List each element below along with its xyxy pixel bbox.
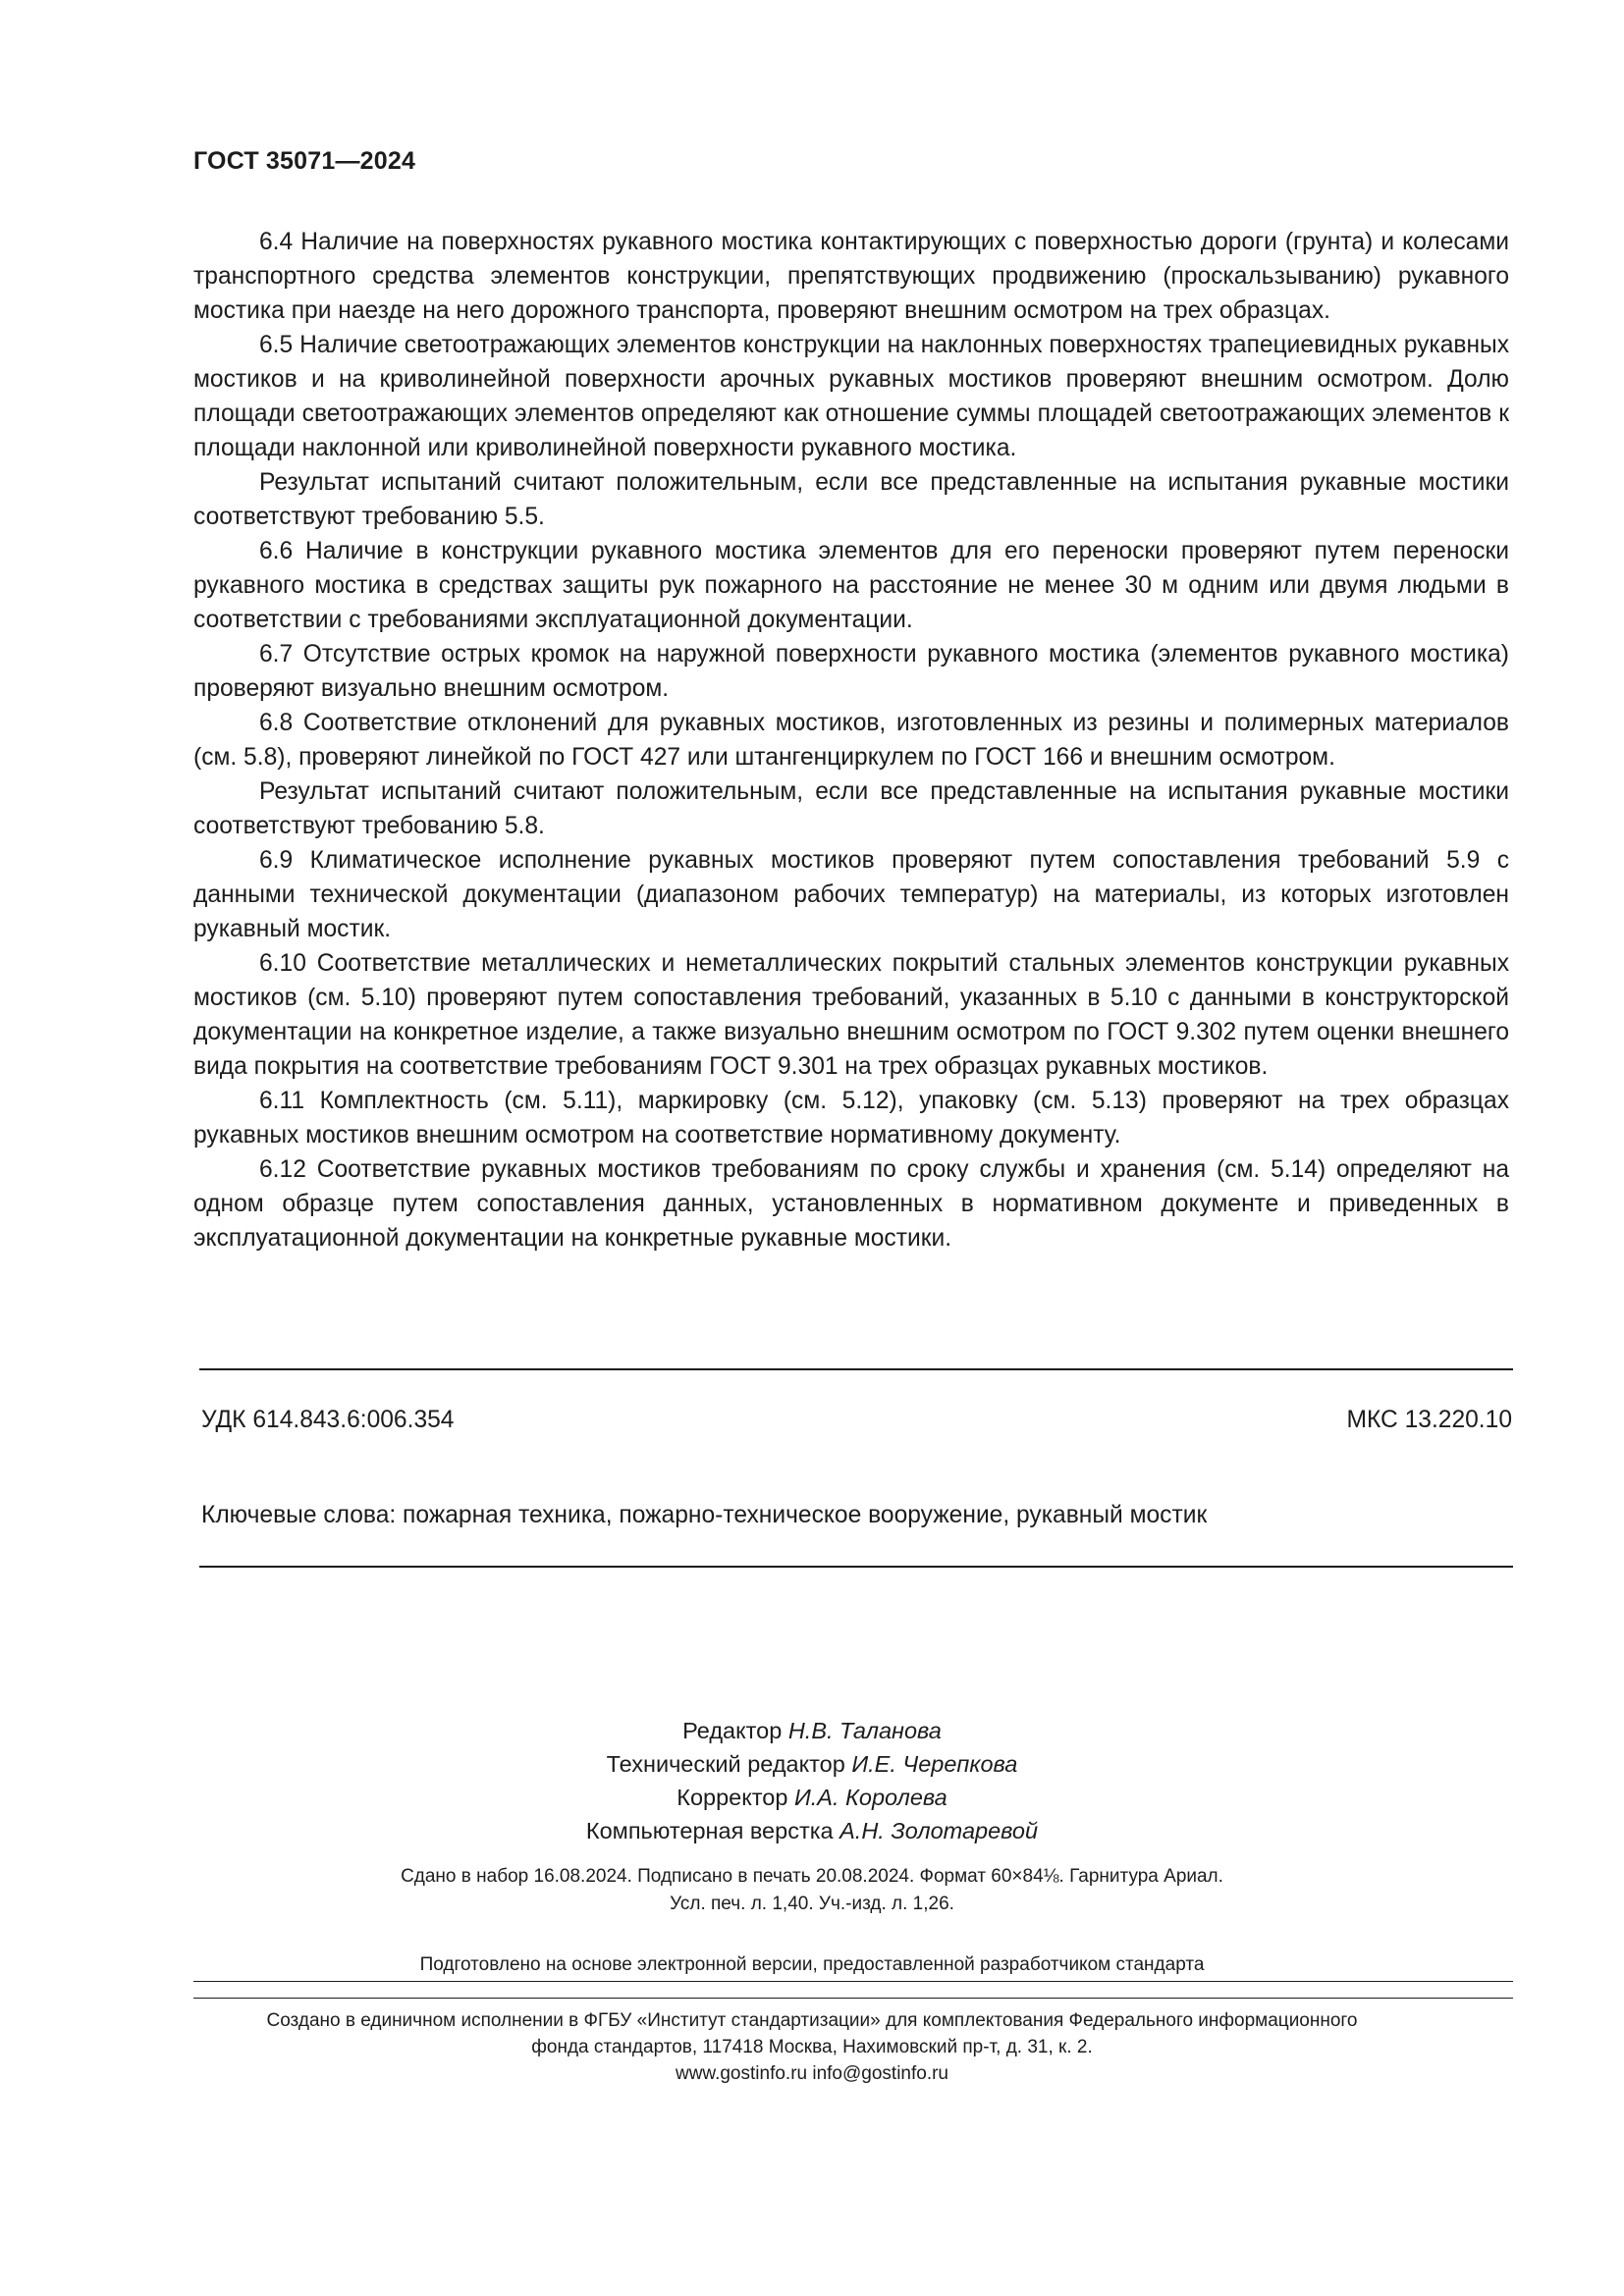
publisher-line: Создано в единичном исполнении в ФГБУ «Институт стандартизации» для комплектования Федерального информационного: [266, 2010, 1358, 2031]
credit-role: Компьютерная верстка: [585, 1818, 834, 1843]
footer-divider: [193, 1981, 1513, 1982]
imprint-line: Сдано в набор 16.08.2024. Подписано в печать 20.08.2024. Формат 60×84⅛. Гарнитура Ариал.: [401, 1866, 1223, 1887]
credit-name: А.Н. Золотаревой: [839, 1818, 1039, 1843]
publisher-info: [0, 2007, 1624, 2087]
credit-name: Н.В. Таланова: [787, 1718, 942, 1743]
publisher-links: www.gostinfo.ru info@gostinfo.ru: [675, 2063, 949, 2084]
credit-name: И.А. Королева: [793, 1785, 947, 1810]
prepared-note: Подготовлено на основе электронной версии, предоставленной разработчиком стандарта: [419, 1954, 1205, 1975]
paragraph-6-12: 6.12 Соответствие рукавных мостиков требованиям по сроку службы и хранения (см. 5.14) определяют на одном образце путем сопоставления данных, установленных в нормативном документе и приведенных в эксплуатационной документации на конкретные рукавные мостики.: [193, 1156, 1509, 1252]
credit-role: Редактор: [682, 1718, 783, 1743]
publisher-line: фонда стандартов, 117418 Москва, Нахимовский пр-т, д. 31, к. 2.: [531, 2037, 1093, 2057]
paragraph-6-7: 6.7 Отсутствие острых кромок на наружной поверхности рукавного мостика (элементов рукавного мостика) проверяют визуально внешним осмотром.: [193, 641, 1509, 702]
credit-role: Корректор: [677, 1785, 788, 1810]
standard-header: ГОСТ 35071—2024: [193, 147, 416, 175]
credit-name: И.Е. Черепкова: [851, 1751, 1018, 1777]
section-divider-bottom: [199, 1566, 1513, 1568]
credit-row: [0, 1781, 1624, 1814]
print-imprint: [0, 1863, 1624, 1918]
paragraph-6-11: 6.11 Комплектность (см. 5.11), маркировку (см. 5.12), упаковку (см. 5.13) проверяют на трех образцах рукавных мостиков внешним осмотром на соответствие нормативному документу.: [193, 1088, 1509, 1148]
paragraph-6-5: 6.5 Наличие светоотражающих элементов конструкции на наклонных поверхностях трапециевидных рукавных мостиков и на криволинейной поверхности арочных рукавных мостиков проверяют внешним осмотром. Долю площади светоотражающих элементов определяют как отношение суммы площадей светоотражающих элементов к площади наклонной или криволинейной поверхности рукавного мостика.: [193, 332, 1509, 461]
keywords-line: Ключевые слова: пожарная техника, пожарно-техническое вооружение, рукавный мостик: [201, 1502, 1208, 1528]
body-text: [193, 225, 1509, 1255]
footer-divider: [193, 1998, 1513, 1999]
section-divider-top: [199, 1368, 1513, 1370]
imprint-line: Усл. печ. л. 1,40. Уч.-изд. л. 1,26.: [670, 1894, 954, 1914]
paragraph-6-9: 6.9 Климатическое исполнение рукавных мостиков проверяют путем сопоставления требований 5.9 с данными технической документации (диапазоном рабочих температур) на материалы, из которых изготовлен рукавный мостик.: [193, 847, 1509, 942]
credit-row: [0, 1747, 1624, 1781]
editorial-credits: [0, 1714, 1624, 1847]
credit-row: [0, 1714, 1624, 1747]
paragraph-6-8: 6.8 Соответствие отклонений для рукавных мостиков, изготовленных из резины и полимерных материалов (см. 5.8), проверяют линейкой по ГОСТ 427 или штангенциркулем по ГОСТ 166 и внешним осмотром.: [193, 710, 1509, 771]
mks-code: МКС 13.220.10: [1346, 1407, 1512, 1433]
credit-row: [0, 1814, 1624, 1847]
paragraph-6-5-result: Результат испытаний считают положительным, если все представленные на испытания рукавные мостики соответствуют требованию 5.5.: [193, 469, 1509, 530]
paragraph-6-4: 6.4 Наличие на поверхностях рукавного мостика контактирующих с поверхностью дороги (грунта) и колесами транспортного средства элементов конструкции, препятствующих продвижению (проскальзыванию) рукавного мостика при наезде на него дорожного транспорта, проверяют внешним осмотром на трех образцах.: [193, 229, 1509, 324]
paragraph-6-10: 6.10 Соответствие металлических и неметаллических покрытий стальных элементов конструкции рукавных мостиков (см. 5.10) проверяют путем сопоставления требований, указанных в 5.10 с данными в конструкторской документации на конкретное изделие, а также визуально внешним осмотром по ГОСТ 9.302 путем оценки внешнего вида покрытия на соответствие требованиям ГОСТ 9.301 на трех образцах рукавных мостиков.: [193, 950, 1509, 1080]
paragraph-6-8-result: Результат испытаний считают положительным, если все представленные на испытания рукавные мостики соответствуют требованию 5.8.: [193, 778, 1509, 839]
paragraph-6-6: 6.6 Наличие в конструкции рукавного мостика элементов для его переноски проверяют путем переноски рукавного мостика в средствах защиты рук пожарного на расстояние не менее 30 м одним или двумя людьми в соответствии с требованиями эксплуатационной документации.: [193, 538, 1509, 633]
credit-role: Технический редактор: [606, 1751, 845, 1777]
udk-code: УДК 614.843.6:006.354: [201, 1407, 455, 1433]
